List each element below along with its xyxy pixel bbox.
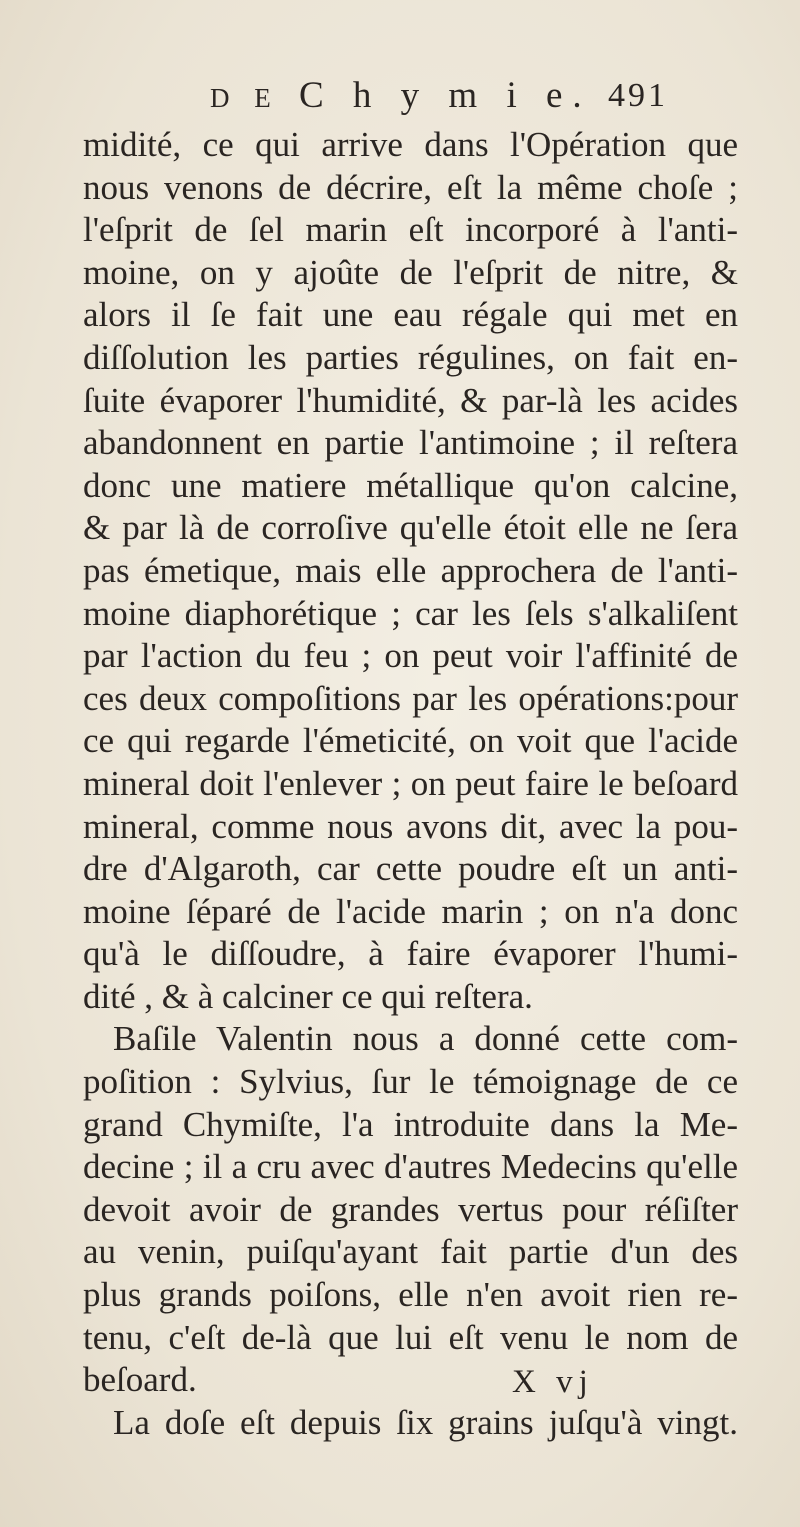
text-line: moine, on y ajoûte de l'eſprit de nitre, &	[83, 252, 738, 292]
text-line: dité , & à calciner ce qui reſtera.	[83, 976, 533, 1016]
text-line: & par là de corroſive qu'elle étoit elle ne ſera	[83, 508, 738, 548]
text-line: grand Chymiſte, l'a introduite dans la Me-	[83, 1104, 738, 1144]
text-line: diſſolution les parties régulines, on fait en-	[83, 337, 738, 377]
text-line: moine diaphorétique ; car les ſels s'alkaliſent	[83, 593, 738, 633]
running-title-prefix: D E	[210, 83, 280, 113]
paragraph-start-line: Baſile Valentin nous a donné cette com-	[113, 1019, 738, 1059]
page-number: 491	[608, 77, 668, 114]
text-line: tenu, c'eſt de-là que lui eſt venu le nom de	[83, 1317, 738, 1357]
text-line: l'eſprit de ſel marin eſt incorporé à l'anti-	[83, 210, 738, 250]
text-line: ſuite évaporer l'humidité, & par-là les acides	[83, 380, 738, 420]
paragraph-start-line: La doſe eſt depuis ſix grains juſqu'à vingt.	[113, 1402, 738, 1442]
running-title-main: C h y m i e.	[299, 75, 592, 116]
text-line: par l'action du feu ; on peut voir l'affinité de	[83, 636, 738, 676]
text-line: moine ſéparé de l'acide marin ; on n'a donc	[83, 891, 738, 931]
running-head	[0, 72, 800, 120]
body-text	[83, 124, 738, 1444]
text-line: decine ; il a cru avec d'autres Medecins qu'elle	[83, 1147, 738, 1187]
text-line: au venin, puiſqu'ayant fait partie d'un des	[83, 1232, 738, 1272]
text-line: midité, ce qui arrive dans l'Opération que	[83, 125, 738, 164]
text-line: alors il ſe fait une eau régale qui met en	[83, 295, 738, 335]
signature-mark: X vj	[512, 1364, 594, 1400]
text-line: qu'à le diſſoudre, à faire évaporer l'humi-	[83, 934, 738, 974]
text-line: devoit avoir de grandes vertus pour réſiſter	[83, 1189, 738, 1229]
text-line: plus grands poiſons, elle n'en avoit rien re-	[83, 1275, 738, 1315]
text-line: mineral, comme nous avons dit, avec la pou-	[83, 806, 738, 846]
text-line: poſition : Sylvius, ſur le témoignage de ce	[83, 1062, 738, 1102]
text-line: ce qui regarde l'émeticité, on voit que l'acide	[83, 721, 738, 761]
text-line: beſoard.	[83, 1360, 197, 1400]
text-line: mineral doit l'enlever ; on peut faire le beſoard	[83, 763, 738, 803]
running-title	[210, 72, 592, 122]
text-line: ces deux compoſitions par les opérations:pour	[83, 678, 738, 718]
text-line: nous venons de décrire, eſt la même choſe ;	[83, 167, 738, 207]
text-line: pas émetique, mais elle approchera de l'anti-	[83, 550, 738, 590]
text-line: donc une matiere métallique qu'on calcine,	[83, 465, 738, 505]
text-line: dre d'Algaroth, car cette poudre eſt un anti-	[83, 849, 738, 889]
text-line: abandonnent en partie l'antimoine ; il reſtera	[83, 423, 738, 463]
